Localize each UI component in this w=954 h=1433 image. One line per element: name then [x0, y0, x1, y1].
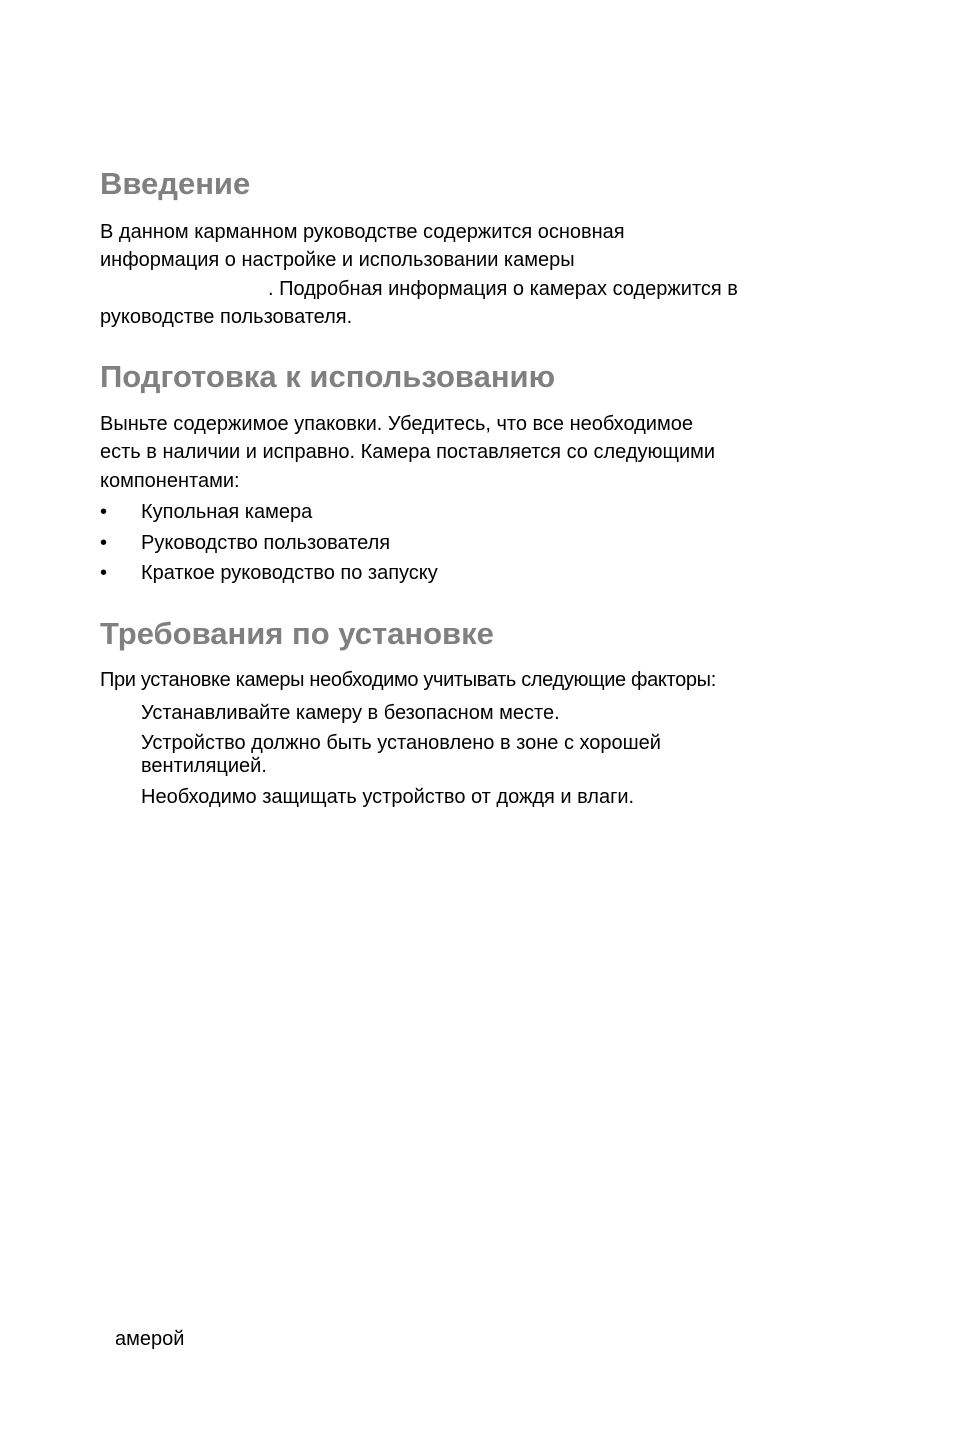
list-item-text: Краткое руководство по запуску	[141, 562, 438, 584]
list-item-text: Руководство пользователя	[141, 531, 391, 554]
paragraph-line: Выньте содержимое упаковки. Убедитесь, что все необходимое	[100, 413, 693, 435]
requirement-line: Устанавливайте камеру в безопасном месте.	[141, 702, 560, 724]
paragraph-line: компонентами:	[100, 469, 240, 492]
paragraph-line: информация о настройке и использовании камеры	[100, 249, 575, 272]
introduction-paragraph	[100, 218, 738, 331]
paragraph-line: есть в наличии и исправно. Камера поставляется со следующими	[100, 441, 716, 464]
requirements-intro: При установке камеры необходимо учитывать следующие факторы:	[100, 669, 716, 691]
paragraph-line: В данном карманном руководстве содержится основная	[100, 221, 625, 243]
heading-introduction: Введение	[100, 166, 251, 201]
bullet-icon: •	[100, 562, 108, 584]
heading-preparation: Подготовка к использованию	[100, 359, 556, 394]
list-item-text: Купольная камера	[141, 501, 313, 523]
requirement-line: Устройство должно быть установлено в зоне с хорошей	[141, 732, 661, 754]
paragraph-line: руководстве пользователя.	[100, 305, 353, 328]
bullet-icon: •	[100, 501, 108, 523]
preparation-paragraph	[100, 410, 715, 495]
requirement-item	[141, 732, 661, 778]
footer-text: амерой	[115, 1328, 185, 1350]
requirement-line: Необходимо защищать устройство от дождя и влаги.	[141, 786, 635, 808]
requirement-line: вентиляцией.	[141, 755, 267, 777]
bullet-icon: •	[100, 531, 108, 554]
requirement-item	[141, 702, 560, 725]
requirement-item	[141, 786, 634, 809]
paragraph-line: . Подробная информация о камерах содержится в	[268, 277, 738, 300]
heading-installation-requirements: Требования по установке	[100, 616, 494, 651]
